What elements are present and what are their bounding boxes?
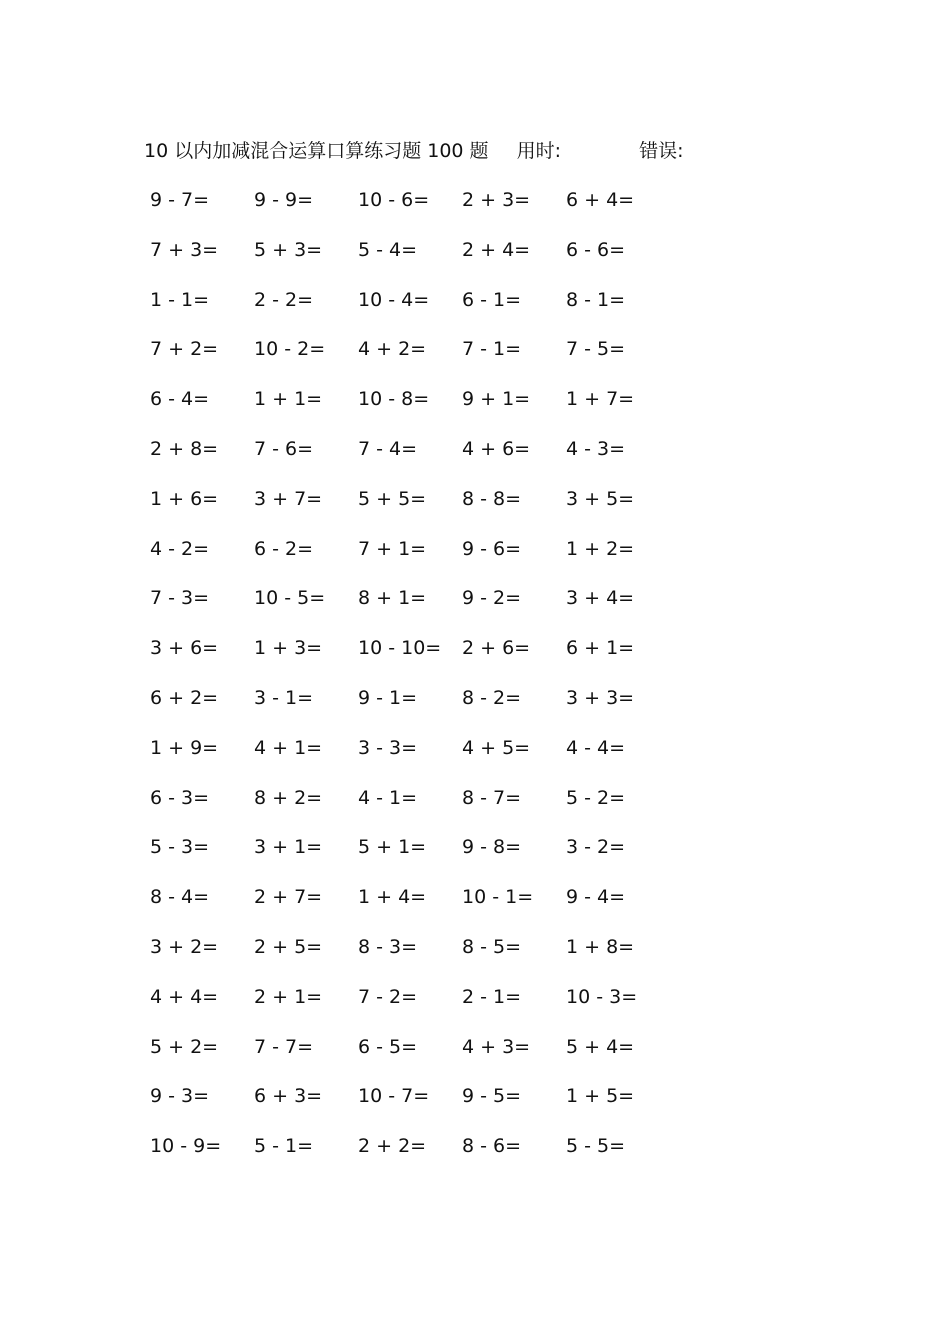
arithmetic-problem: 8 - 3= — [358, 935, 418, 958]
arithmetic-problem: 8 + 1= — [358, 587, 427, 610]
arithmetic-problem: 1 + 4= — [358, 886, 427, 909]
arithmetic-problem: 4 + 3= — [462, 1035, 531, 1058]
arithmetic-problem: 6 - 2= — [254, 537, 314, 560]
arithmetic-problem: 9 - 7= — [150, 189, 210, 211]
arithmetic-problem: 2 + 4= — [462, 238, 531, 261]
arithmetic-problem: 10 - 5= — [254, 587, 326, 610]
arithmetic-problem: 3 + 1= — [254, 836, 323, 859]
time-used-label: 用时: — [516, 140, 562, 162]
problem-row — [150, 783, 670, 833]
arithmetic-problem: 2 + 6= — [462, 637, 531, 660]
arithmetic-problem: 3 + 5= — [566, 487, 635, 510]
arithmetic-problem: 3 - 2= — [566, 836, 626, 859]
arithmetic-problem: 7 - 3= — [150, 587, 210, 610]
arithmetic-problem: 5 + 2= — [150, 1035, 219, 1058]
problem-row — [150, 285, 670, 335]
arithmetic-problem: 4 - 3= — [566, 437, 626, 460]
arithmetic-problem: 9 - 1= — [358, 686, 418, 709]
arithmetic-problem: 4 - 1= — [358, 786, 418, 809]
arithmetic-problem: 5 + 5= — [358, 487, 427, 510]
arithmetic-problem: 7 + 3= — [150, 238, 219, 261]
worksheet-title: 10 以内加减混合运算口算练习题 100 题 — [144, 140, 489, 162]
arithmetic-problem: 2 + 7= — [254, 886, 323, 909]
arithmetic-problem: 2 + 3= — [462, 189, 531, 211]
problem-row — [150, 1081, 670, 1131]
arithmetic-problem: 4 - 4= — [566, 736, 626, 759]
arithmetic-problem: 1 + 2= — [566, 537, 635, 560]
arithmetic-problem: 5 - 3= — [150, 836, 210, 859]
arithmetic-problem: 8 - 2= — [462, 686, 522, 709]
arithmetic-problem: 3 - 3= — [358, 736, 418, 759]
arithmetic-problem: 8 - 1= — [566, 288, 626, 311]
arithmetic-problem: 9 + 1= — [462, 388, 531, 411]
arithmetic-problem: 3 + 6= — [150, 637, 219, 660]
arithmetic-problem: 5 - 4= — [358, 238, 418, 261]
arithmetic-problem: 9 - 9= — [254, 189, 314, 211]
errors-label: 错误: — [639, 140, 684, 162]
arithmetic-problem: 8 - 4= — [150, 886, 210, 909]
arithmetic-problem: 5 + 4= — [566, 1035, 635, 1058]
arithmetic-problem: 1 + 7= — [566, 388, 635, 411]
arithmetic-problem: 7 - 1= — [462, 338, 522, 361]
arithmetic-problem: 6 - 4= — [150, 388, 210, 411]
arithmetic-problem: 2 + 2= — [358, 1135, 427, 1158]
arithmetic-problem: 6 + 2= — [150, 686, 219, 709]
arithmetic-problem: 1 + 1= — [254, 388, 323, 411]
arithmetic-problem: 2 + 1= — [254, 985, 323, 1008]
arithmetic-problem: 5 + 1= — [358, 836, 427, 859]
arithmetic-problem: 6 - 5= — [358, 1035, 418, 1058]
problem-row — [150, 882, 670, 932]
arithmetic-problem: 7 - 7= — [254, 1035, 314, 1058]
arithmetic-problem: 3 + 3= — [566, 686, 635, 709]
arithmetic-problem: 5 - 5= — [566, 1135, 626, 1158]
arithmetic-problem: 1 + 3= — [254, 637, 323, 660]
arithmetic-problem: 8 - 6= — [462, 1135, 522, 1158]
arithmetic-problem: 9 - 4= — [566, 886, 626, 909]
arithmetic-problem: 8 - 8= — [462, 487, 522, 510]
problem-row — [150, 235, 670, 285]
arithmetic-problem: 10 - 7= — [358, 1085, 430, 1108]
arithmetic-problem: 8 - 5= — [462, 935, 522, 958]
arithmetic-problem: 3 - 1= — [254, 686, 314, 709]
arithmetic-problem: 9 - 8= — [462, 836, 522, 859]
arithmetic-problem: 1 + 5= — [566, 1085, 635, 1108]
problem-row — [150, 633, 670, 683]
arithmetic-problem: 1 + 9= — [150, 736, 219, 759]
problem-row — [150, 733, 670, 783]
arithmetic-problem: 10 - 8= — [358, 388, 430, 411]
arithmetic-problem: 4 + 1= — [254, 736, 323, 759]
problem-row — [150, 1032, 670, 1082]
arithmetic-problem: 10 - 1= — [462, 886, 534, 909]
arithmetic-problem: 1 - 1= — [150, 288, 210, 311]
arithmetic-problem: 6 - 3= — [150, 786, 210, 809]
problem-row — [150, 434, 670, 484]
arithmetic-problem: 5 - 2= — [566, 786, 626, 809]
arithmetic-problem: 2 + 8= — [150, 437, 219, 460]
problem-row — [150, 384, 670, 434]
arithmetic-problem: 3 + 2= — [150, 935, 219, 958]
worksheet-header — [144, 136, 683, 166]
arithmetic-problem: 2 - 1= — [462, 985, 522, 1008]
arithmetic-problem: 6 + 3= — [254, 1085, 323, 1108]
arithmetic-problem: 6 - 1= — [462, 288, 522, 311]
arithmetic-problem: 7 - 2= — [358, 985, 418, 1008]
problem-row — [150, 185, 670, 235]
arithmetic-problem: 7 - 5= — [566, 338, 626, 361]
arithmetic-problem: 1 + 8= — [566, 935, 635, 958]
arithmetic-problem: 9 - 2= — [462, 587, 522, 610]
arithmetic-problem: 4 + 2= — [358, 338, 427, 361]
arithmetic-problem: 9 - 3= — [150, 1085, 210, 1108]
arithmetic-problem: 8 + 2= — [254, 786, 323, 809]
arithmetic-problem: 9 - 6= — [462, 537, 522, 560]
arithmetic-problem: 4 + 5= — [462, 736, 531, 759]
arithmetic-problem: 2 - 2= — [254, 288, 314, 311]
arithmetic-problem: 1 + 6= — [150, 487, 219, 510]
problem-row — [150, 534, 670, 584]
arithmetic-problem: 10 - 2= — [254, 338, 326, 361]
arithmetic-problem: 7 + 2= — [150, 338, 219, 361]
problem-row — [150, 832, 670, 882]
problem-row — [150, 1131, 670, 1181]
arithmetic-problem: 7 - 6= — [254, 437, 314, 460]
arithmetic-problem: 10 - 9= — [150, 1135, 222, 1158]
arithmetic-problem: 4 - 2= — [150, 537, 210, 560]
arithmetic-problem: 10 - 10= — [358, 637, 442, 660]
arithmetic-problem: 2 + 5= — [254, 935, 323, 958]
problem-row — [150, 683, 670, 733]
arithmetic-problem: 6 + 4= — [566, 189, 635, 211]
arithmetic-problem: 4 + 4= — [150, 985, 219, 1008]
problem-row — [150, 982, 670, 1032]
arithmetic-problem: 4 + 6= — [462, 437, 531, 460]
arithmetic-problem: 5 + 3= — [254, 238, 323, 261]
arithmetic-problem: 8 - 7= — [462, 786, 522, 809]
arithmetic-problem: 9 - 5= — [462, 1085, 522, 1108]
problem-grid — [150, 185, 670, 1181]
arithmetic-problem: 6 - 6= — [566, 238, 626, 261]
problem-row — [150, 583, 670, 633]
arithmetic-problem: 10 - 4= — [358, 288, 430, 311]
arithmetic-problem: 10 - 6= — [358, 189, 430, 211]
arithmetic-problem: 3 + 7= — [254, 487, 323, 510]
problem-row — [150, 484, 670, 534]
arithmetic-problem: 7 - 4= — [358, 437, 418, 460]
problem-row — [150, 932, 670, 982]
arithmetic-problem: 7 + 1= — [358, 537, 427, 560]
problem-row — [150, 334, 670, 384]
arithmetic-problem: 6 + 1= — [566, 637, 635, 660]
arithmetic-problem: 10 - 3= — [566, 985, 638, 1008]
arithmetic-problem: 3 + 4= — [566, 587, 635, 610]
arithmetic-problem: 5 - 1= — [254, 1135, 314, 1158]
